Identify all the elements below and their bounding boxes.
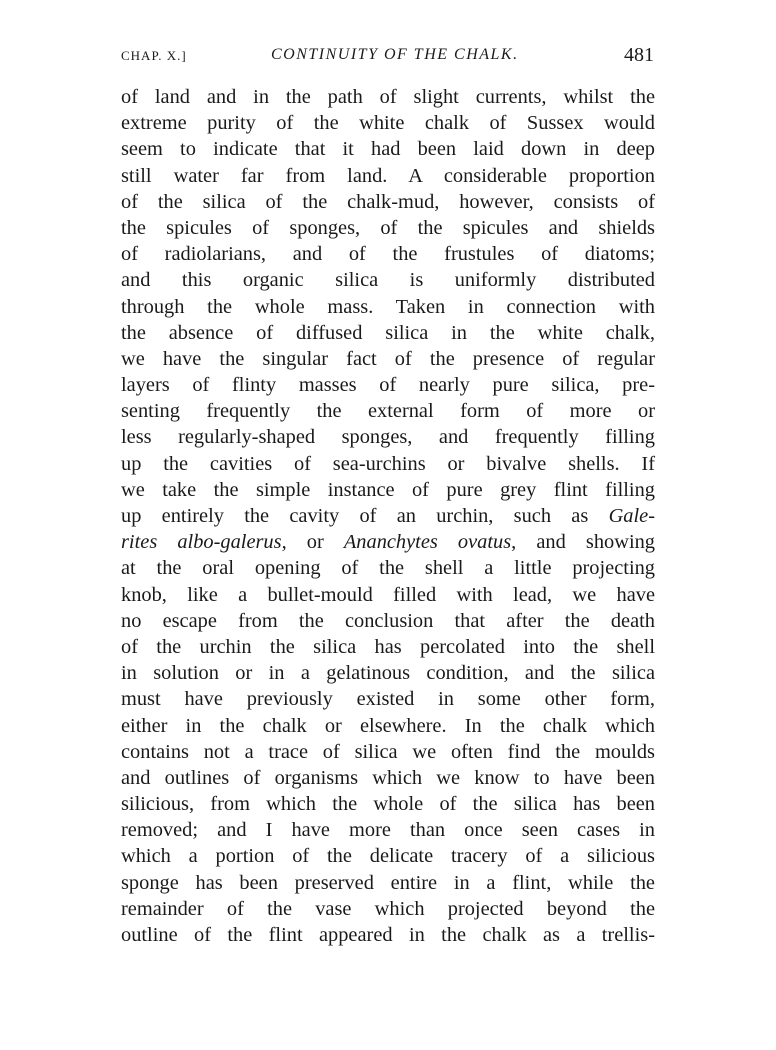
body-text [121, 84, 655, 948]
text-line: senting frequently the external form of more or [121, 400, 655, 423]
italic-term: Ananchytes ovatus [343, 531, 512, 554]
text-line: removed; and I have more than once seen cases in [121, 819, 655, 842]
text-line: seem to indicate that it had been laid down in deep [121, 138, 655, 161]
text-line: we take the simple instance of pure grey flint filling [121, 478, 655, 501]
text-line: which a portion of the delicate tracery of a silicious [121, 845, 655, 868]
text-line: must have previously existed in some other form, [121, 688, 655, 711]
italic-term: rites albo-galerus [121, 531, 282, 554]
text-line: we have the singular fact of the presence of regular [121, 347, 655, 370]
text-line: knob, like a bullet-mould filled with lead, we have [121, 583, 655, 606]
text-line: of radiolarians, and of the frustules of diatoms; [121, 243, 655, 266]
text-line: no escape from the conclusion that after the death [121, 609, 655, 632]
text-line: of land and in the path of slight currents, whilst the [121, 86, 655, 108]
text-line: either in the chalk or elsewhere. In the chalk which [121, 714, 655, 737]
text-line: through the whole mass. Taken in connection with [121, 295, 655, 318]
text-line: up the cavities of sea-urchins or bivalve shells. If [121, 452, 655, 475]
text-line: in solution or in a gelatinous condition, and the silica [121, 662, 655, 685]
page-number: 481 [624, 44, 654, 66]
text-line: less regularly-shaped sponges, and frequently filling [121, 426, 655, 449]
text-line: rites albo-galerus, or Ananchytes ovatus, and showing [121, 531, 656, 554]
text-line: outline of the flint appeared in the chalk as a trellis- [121, 924, 655, 946]
text-line: the absence of diffused silica in the white chalk, [121, 321, 655, 344]
chapter-label: CHAP. X.] [121, 48, 187, 63]
text-line: up entirely the cavity of an urchin, such as Gale- [121, 505, 655, 527]
text-line: still water far from land. A considerable proportion [121, 164, 655, 187]
text-line: sponge has been preserved entire in a flint, while the [121, 871, 655, 894]
running-title: CONTINUITY OF THE CHALK. [271, 46, 519, 63]
text-line: extreme purity of the white chalk of Sussex would [121, 112, 655, 135]
text-line: and this organic silica is uniformly distributed [121, 269, 655, 292]
text-line: the spicules of sponges, of the spicules and shields [121, 216, 655, 239]
text-line: and outlines of organisms which we know to have been [121, 766, 655, 789]
text-line: remainder of the vase which projected beyond the [121, 897, 655, 920]
text-line: contains not a trace of silica we often find the moulds [121, 740, 655, 763]
text-line: at the oral opening of the shell a little projecting [121, 557, 655, 580]
running-header [121, 40, 654, 70]
text-line: layers of flinty masses of nearly pure silica, pre- [121, 374, 655, 397]
italic-term: Gale- [608, 505, 655, 527]
text-line: silicious, from which the whole of the silica has been [121, 793, 655, 816]
text-line: of the silica of the chalk-mud, however, consists of [121, 190, 655, 213]
text-line: of the urchin the silica has percolated into the shell [121, 635, 655, 658]
